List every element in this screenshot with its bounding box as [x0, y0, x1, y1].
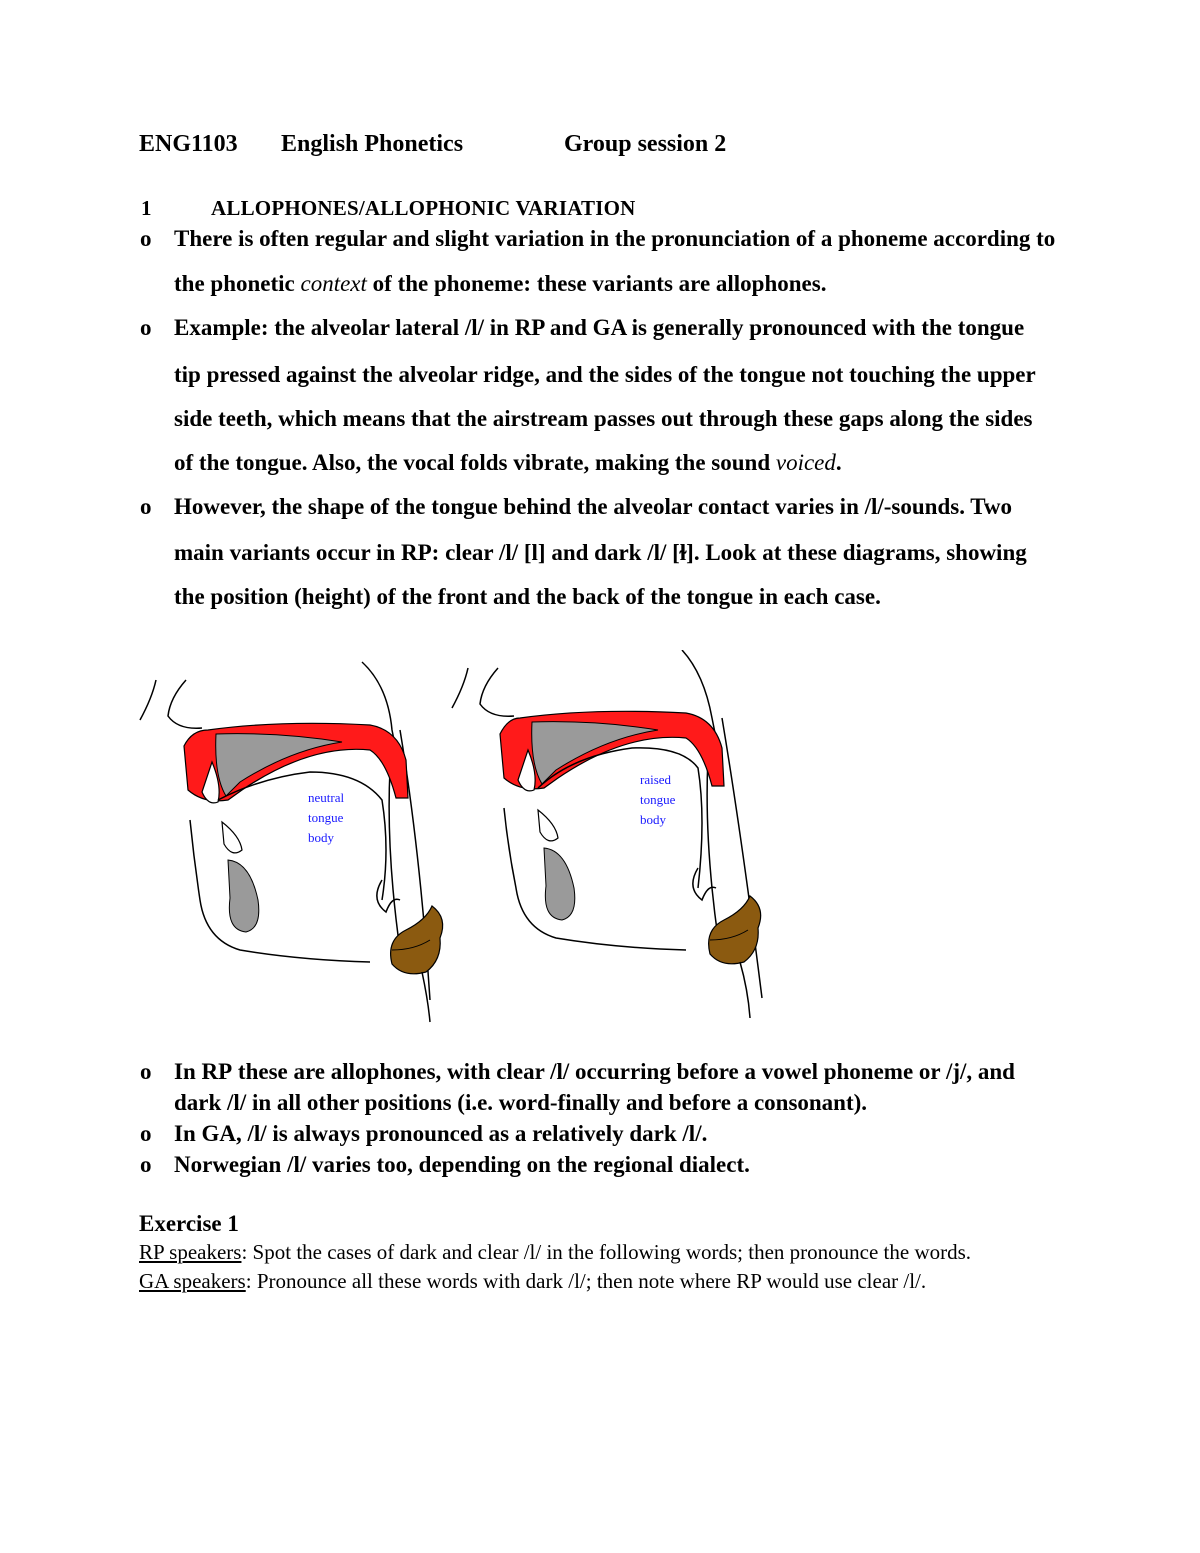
text-run: In [174, 1059, 202, 1084]
course-title: English Phonetics [281, 131, 464, 157]
bullet-1-line-1: There is often regular and slight variation in the pronunciation of a phoneme according to [174, 226, 1056, 251]
bullet-2-line-4 [174, 450, 842, 476]
session-title: Group session 2 [564, 131, 727, 157]
term-context: context [300, 271, 367, 296]
term-allophones: allophones [715, 271, 821, 296]
term-dark-l: dark /l/ [ɫ] [594, 540, 694, 565]
text-run: /l/ varies too, depending on the regional dialect. [281, 1152, 750, 1177]
bullet-3-line-1: However, the shape of the tongue behind the alveolar contact varies in /l/-sounds. Two [174, 494, 1013, 519]
rp-speakers-label: RP speakers [139, 1240, 242, 1264]
bullet-2-line-2: tip pressed against the alveolar ridge, and the sides of the tongue not touching the upper [174, 362, 1036, 387]
term-example: Example [174, 315, 261, 340]
bullet-marker: o [140, 1121, 152, 1146]
text-run: : Spot the cases of dark and clear /l/ in the following words; then pronounce the words. [241, 1240, 972, 1264]
bullet-3-line-3: the position (height) of the front and the back of the tongue in each case. [174, 584, 881, 609]
text-run: of the phoneme: these variants are [366, 271, 716, 296]
text-run: these are allophones, with clear /l/ occurring before a vowel phoneme or /j/, and [232, 1059, 1015, 1084]
text-run: . Look at these diagrams, showing [693, 540, 1027, 565]
exercise-rp-line [139, 1240, 971, 1265]
diagram-dark-l [452, 650, 762, 1018]
text-run: : Pronounce all these words with dark /l/; then note where RP would use clear /l/. [245, 1269, 927, 1293]
bullet-marker: o [140, 494, 152, 519]
bullet-marker: o [140, 315, 152, 340]
bullet-marker: o [140, 226, 152, 251]
exercise-title: Exercise 1 [139, 1211, 239, 1236]
bullet-1-line-2 [174, 271, 826, 297]
right-label-line-1: raised [640, 772, 672, 787]
text-run: : the alveolar lateral /l/ in RP and GA is generally pronounced with the tongue [260, 315, 1025, 340]
text-run: the phonetic [174, 271, 301, 296]
right-label-line-3: body [640, 812, 666, 827]
bullet-marker: o [140, 1059, 152, 1084]
text-run: . [820, 271, 827, 296]
term-clear-l: clear /l/ [l] [445, 540, 546, 565]
articulation-diagram [130, 650, 790, 1040]
bullet-3-line-2 [174, 540, 1027, 566]
bullet-2-line-1 [174, 315, 1024, 341]
right-label-line-2: tongue [640, 792, 676, 807]
text-run: . [835, 450, 842, 475]
left-label-line-2: tongue [308, 810, 344, 825]
bullet-2-line-3: side teeth, which means that the airstream passes out through these gaps along the sides [174, 406, 1033, 431]
bullet-6 [174, 1152, 750, 1178]
term-ga: In GA [174, 1121, 236, 1146]
text-run: and [545, 540, 595, 565]
exercise-ga-line [139, 1269, 926, 1294]
diagram-clear-l [140, 662, 443, 1022]
left-label-line-3: body [308, 830, 334, 845]
term-rp: RP [201, 1059, 233, 1084]
text-run: , /l/ is always pronounced as a relatively dark /l/. [236, 1121, 708, 1146]
ga-speakers-label: GA speakers [139, 1269, 246, 1293]
term-norwegian: Norwegian [174, 1152, 282, 1177]
section-number: 1 [141, 196, 152, 220]
larynx-shape [391, 906, 443, 974]
larynx-shape [709, 896, 761, 964]
left-label-line-1: neutral [308, 790, 345, 805]
lower-teeth-shape [228, 860, 259, 932]
bullet-5 [174, 1121, 707, 1147]
bullet-4-line-1 [174, 1059, 1015, 1085]
lower-teeth-shape [544, 848, 575, 920]
bullet-marker: o [140, 1152, 152, 1177]
text-run: main variants occur in RP: [174, 540, 446, 565]
bullet-4-line-2: dark /l/ in all other positions (i.e. word-finally and before a consonant). [174, 1090, 868, 1115]
course-code: ENG1103 [139, 131, 238, 157]
text-run: of the tongue. Also, the vocal folds vibrate, making the sound [174, 450, 776, 475]
term-voiced: voiced [775, 450, 836, 475]
section-title: ALLOPHONES/ALLOPHONIC VARIATION [211, 196, 636, 220]
